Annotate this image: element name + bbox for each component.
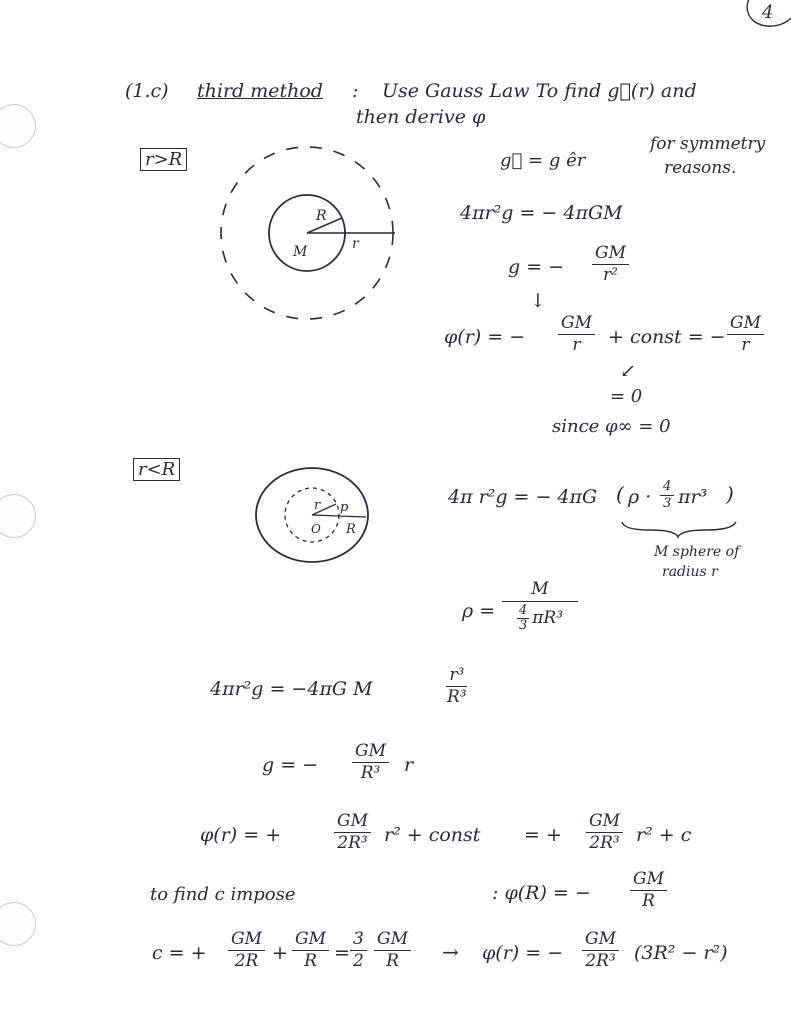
result-lhs: φ(r) = − [482, 942, 564, 964]
phi-inside-denominator: 2R³ [337, 832, 368, 853]
eq4-fraction [352, 742, 389, 782]
brace-note-line-2: radius r [662, 564, 718, 580]
phi-outside-fraction-2 [727, 314, 764, 354]
c-fraction-4 [374, 930, 411, 970]
c-denominator-3: 2 [353, 950, 364, 971]
vector-equation: g⃗ = g êr [500, 150, 586, 171]
rho-fraction [502, 580, 578, 633]
eq4-lhs: g = − [262, 754, 319, 776]
c-numerator-1: GM [228, 930, 265, 951]
symmetry-note-line-2: reasons. [664, 158, 737, 178]
gauss-inside-tail: πr³ [678, 486, 708, 508]
eq4-numerator: GM [352, 742, 389, 763]
phi-inside-lhs: φ(r) = + [200, 824, 282, 846]
phi-inside-eq: = + [524, 824, 562, 846]
result-numerator: GM [582, 930, 619, 951]
c-numerator-3: 3 [350, 930, 367, 951]
result-fraction [582, 930, 619, 970]
eq3-numerator: r³ [446, 666, 467, 687]
label-r: r [352, 236, 359, 252]
eq4-denominator: R³ [360, 762, 381, 783]
c-equals: = [334, 942, 350, 964]
header-colon: : [352, 80, 359, 102]
header-line-2: then derive φ [356, 106, 486, 128]
inner-sphere-diagram [254, 464, 374, 568]
label-M: M [293, 244, 308, 260]
c-numerator-4: GM [374, 930, 411, 951]
g-outside-numerator: GM [592, 244, 629, 265]
inner-label-O: O [311, 522, 321, 536]
underbrace [620, 520, 740, 540]
gauss-inside-paren-open: ( [616, 482, 624, 506]
punch-hole-bottom [0, 902, 36, 946]
punch-hole-top [0, 104, 36, 148]
brace-note-line-1: M sphere of [654, 544, 740, 560]
phi-inside-numerator-2: GM [586, 812, 623, 833]
phi-outside-numerator-2: GM [727, 314, 764, 335]
gauss-inside-paren-close: ) [726, 482, 734, 506]
condition-box-r-greater: r>R [140, 148, 187, 171]
rho-den-frac-num: 4 [518, 602, 528, 618]
phi-inside-mid: r² + const [384, 824, 481, 846]
rho-den-tail: πR³ [532, 608, 564, 629]
find-c-text: to find c impose [150, 884, 296, 905]
method-title: third method [197, 80, 323, 102]
phi-outside-denominator-2: r [741, 334, 750, 355]
phi-inside-fraction [334, 812, 371, 852]
bc-numerator: GM [630, 870, 667, 891]
gauss-inside-fraction [660, 480, 674, 512]
symmetry-note-line-1: for symmetry [650, 134, 766, 154]
phi-inside-fraction-2 [586, 812, 623, 852]
gauss-inside-rho: ρ · [628, 486, 652, 508]
since-phi-infinity: since φ∞ = 0 [552, 416, 671, 437]
c-plus: + [272, 942, 288, 964]
c-denominator-1: 2R [234, 950, 259, 971]
phi-inside-tail: r² + c [636, 824, 692, 846]
c-denominator-4: R [386, 950, 399, 971]
eq4-tail: r [404, 754, 414, 776]
g-outside-lhs: g = − [508, 256, 565, 278]
boundary-condition-lhs: : φ(R) = − [492, 882, 591, 904]
rho-den-frac-den: 3 [518, 617, 528, 633]
g-outside-fraction [592, 244, 629, 284]
phi-outside-denominator: r [572, 334, 581, 355]
phi-outside-lhs: φ(r) = − [444, 326, 526, 348]
bc-denominator: R [642, 890, 655, 911]
g-outside-denominator: r² [603, 264, 618, 285]
rho-denominator [517, 602, 563, 634]
const-equals-zero: = 0 [610, 386, 643, 407]
c-fraction-3 [350, 930, 367, 970]
rho-numerator: M [502, 580, 578, 602]
c-numerator-2: GM [292, 930, 329, 951]
outer-sphere-diagram [205, 140, 410, 335]
label-R: R [316, 208, 327, 224]
arrow-down: ↓ [530, 290, 546, 312]
gauss-inside-lhs: 4π r²g = − 4πG [448, 486, 598, 508]
header-line-1: Use Gauss Law To find g⃗(r) and [382, 80, 697, 102]
gauss-inside-frac-num: 4 [660, 480, 674, 496]
phi-outside-fraction [558, 314, 595, 354]
phi-outside-numerator: GM [558, 314, 595, 335]
result-tail: (3R² − r²) [634, 942, 728, 964]
page-number: 4 [762, 2, 774, 23]
inner-label-R: R [346, 522, 356, 537]
phi-outside-const: + const = − [608, 326, 726, 348]
boundary-condition-fraction [630, 870, 667, 910]
eq3-fraction [444, 666, 470, 706]
inner-label-r: r [314, 498, 321, 513]
result-denominator: 2R³ [585, 950, 616, 971]
gauss-equation-outside: 4πr²g = − 4πGM [460, 202, 623, 224]
phi-inside-numerator: GM [334, 812, 371, 833]
rho-lhs: ρ = [462, 600, 496, 622]
eq3-lhs: 4πr²g = −4πG M [210, 678, 373, 700]
c-fraction-1 [228, 930, 265, 970]
arrow-diagonal: ↙ [620, 360, 636, 382]
condition-box-r-less: r<R [133, 458, 180, 481]
eq3-denominator: R³ [447, 686, 467, 707]
section-label: (1.c) [125, 80, 169, 102]
phi-inside-denominator-2: 2R³ [589, 832, 620, 853]
punch-hole-middle [0, 494, 36, 538]
result-arrow: → [442, 940, 459, 964]
rho-den-fraction [517, 604, 529, 634]
inner-label-p: p [340, 500, 349, 515]
c-lhs: c = + [152, 942, 207, 964]
gauss-inside-frac-den: 3 [663, 496, 672, 512]
c-denominator-2: R [304, 950, 317, 971]
c-fraction-2 [292, 930, 329, 970]
